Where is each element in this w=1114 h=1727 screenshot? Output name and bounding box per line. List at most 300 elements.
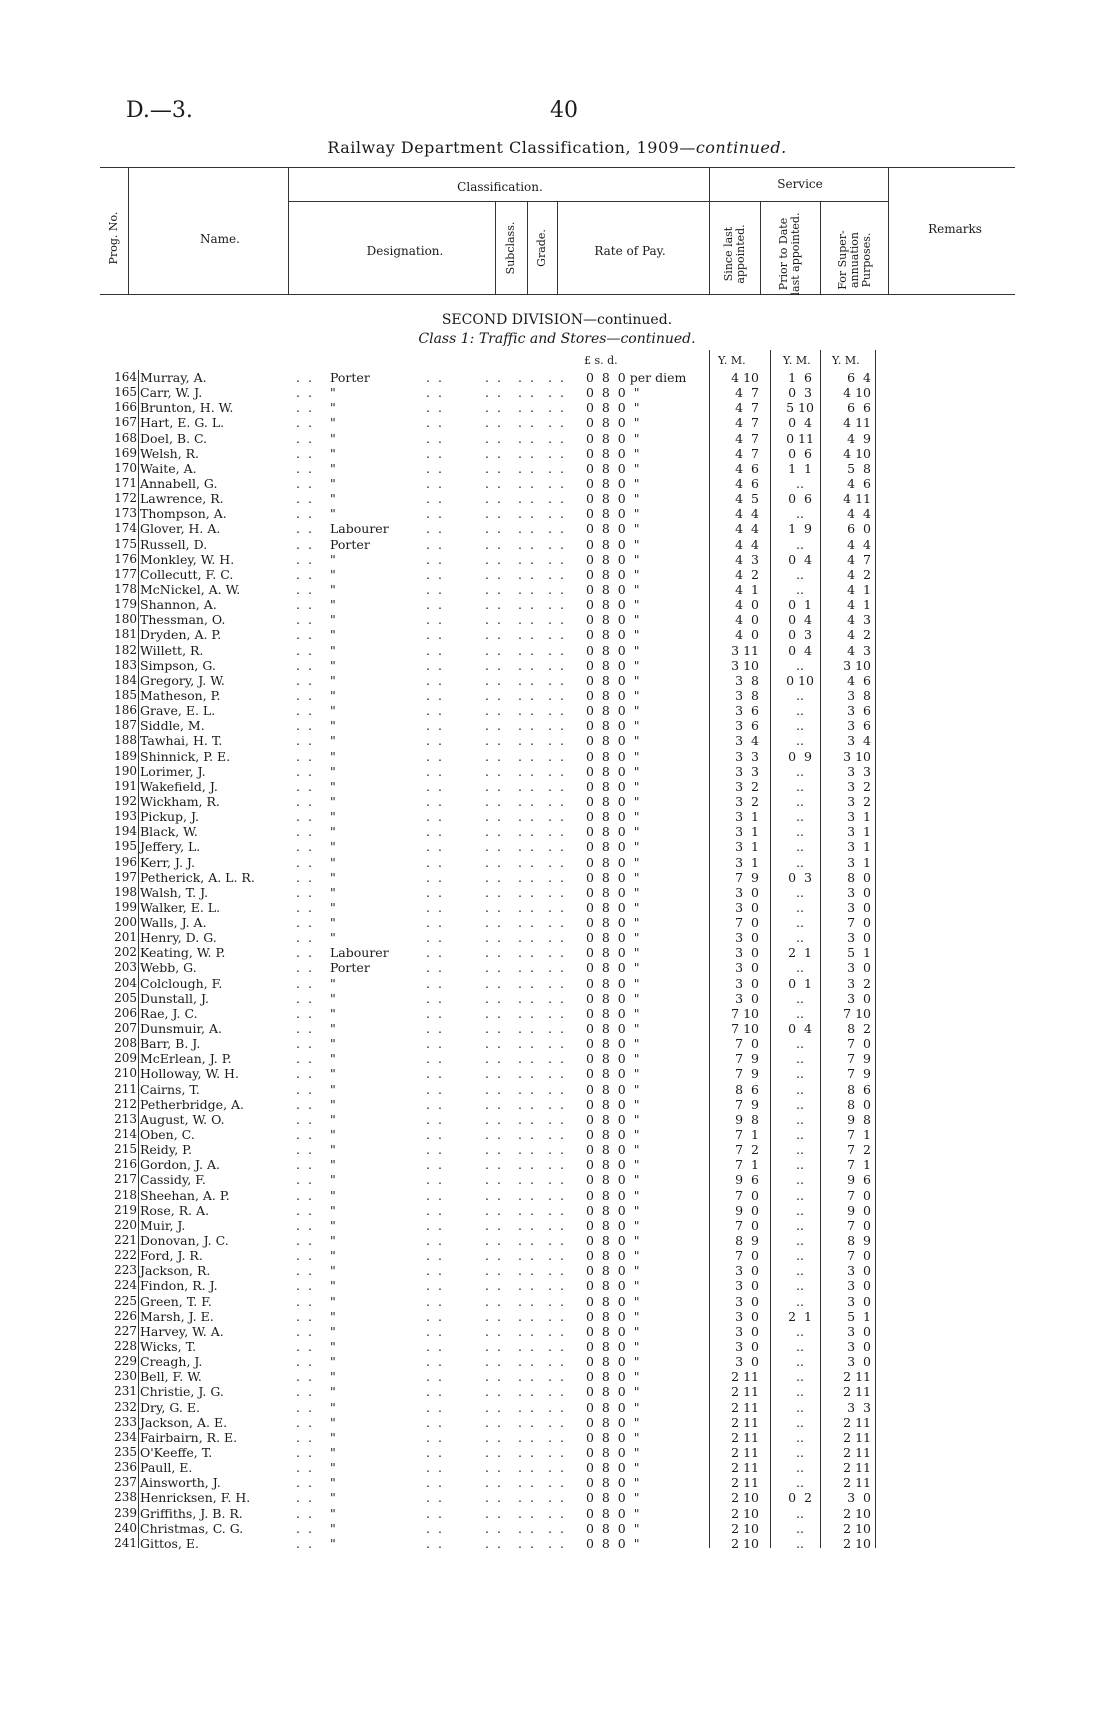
prior-to-date-cell: .. [796,1278,804,1294]
table-row [0,1278,1114,1293]
name-cell: Carr, W. J. [140,385,203,401]
prog-no-cell: 206 [114,1005,137,1020]
prior-to-date-cell: .. [796,687,804,703]
leader-dots: . . [485,945,503,961]
leader-dots: . . [485,839,503,855]
rate-of-pay-cell: 0 8 0 " [586,1429,640,1445]
designation-cell: " [330,1475,336,1491]
superannuation-cell: 3 3 [847,763,871,779]
leader-dots: . . [296,430,314,446]
leader-dots: . . [296,642,314,658]
leader-dots: . . [518,491,536,507]
leader-dots: . . [485,521,503,537]
name-cell: Waite, A. [140,460,197,476]
name-cell: Simpson, G. [140,657,216,673]
since-last-cell: 7 0 [735,1036,759,1052]
prior-to-date-cell: .. [796,1520,804,1536]
leader-dots: . . [296,672,314,688]
leader-dots: . . [518,566,536,582]
table-row [0,749,1114,764]
leader-dots: . . [518,1505,536,1521]
leader-dots: . . [296,1081,314,1097]
name-cell: Collecutt, F. C. [140,566,234,582]
superannuation-cell: 4 1 [847,597,871,613]
leader-dots: . . [518,1051,536,1067]
leader-dots: . . [485,1263,503,1279]
prog-no-cell: 205 [114,990,137,1005]
table-row [0,491,1114,506]
table-row [0,1097,1114,1112]
leader-dots: . . [485,1293,503,1309]
leader-dots: . . [296,1323,314,1339]
leader-dots: . . [548,460,566,476]
leader-dots: . . [296,809,314,825]
leader-dots: . . [518,778,536,794]
rate-of-pay-cell: 0 8 0 " [586,597,640,613]
prior-to-date-cell: .. [796,1414,804,1430]
table-row [0,567,1114,582]
prog-no-cell: 238 [114,1490,137,1505]
leader-dots: . . [518,475,536,491]
leader-dots: . . [426,1323,444,1339]
leader-dots: . . [296,1096,314,1112]
prog-no-cell: 234 [114,1429,137,1444]
leader-dots: . . [296,884,314,900]
leader-dots: . . [518,415,536,431]
prior-to-date-cell: .. [796,1157,804,1173]
since-last-cell: 7 0 [735,915,759,931]
table-row [0,643,1114,658]
rate-of-pay-cell: 0 8 0 " [586,1308,640,1324]
rate-of-pay-cell: 0 8 0 " [586,1202,640,1218]
prior-to-date-cell: 0 4 [788,1021,812,1037]
rate-of-pay-cell: 0 8 0 " [586,763,640,779]
designation-cell: " [330,506,336,522]
table-row [0,1536,1114,1551]
leader-dots: . . [426,1293,444,1309]
rate-of-pay-cell: 0 8 0 " [586,1172,640,1188]
header-grade: Grade. [535,229,548,267]
leader-dots: . . [296,915,314,931]
leader-dots: . . [548,793,566,809]
leader-dots: . . [296,475,314,491]
leader-dots: . . [485,1429,503,1445]
leader-dots: . . [296,839,314,855]
leader-dots: . . [518,869,536,885]
leader-dots: . . [548,1142,566,1158]
leader-dots: . . [296,521,314,537]
leader-dots: . . [518,460,536,476]
leader-dots: . . [548,703,566,719]
prior-to-date-cell: 0 6 [788,445,812,461]
name-cell: Shinnick, P. E. [140,748,231,764]
superannuation-cell: 2 11 [843,1429,871,1445]
leader-dots: . . [518,445,536,461]
prior-to-date-cell: 0 3 [788,385,812,401]
prior-to-date-cell: .. [796,1111,804,1127]
prog-no-cell: 233 [114,1414,137,1429]
name-cell: Gregory, J. W. [140,672,225,688]
table-row [0,627,1114,642]
rate-of-pay-cell: 0 8 0 " [586,1444,640,1460]
leader-dots: . . [296,960,314,976]
leader-dots: . . [485,475,503,491]
leader-dots: . . [296,370,314,385]
table-row [0,1157,1114,1172]
name-cell: Welsh, R. [140,445,200,461]
rate-of-pay-cell: 0 8 0 " [586,793,640,809]
since-last-cell: 4 3 [735,551,759,567]
prog-no-cell: 231 [114,1384,137,1399]
leader-dots: . . [548,1172,566,1188]
name-cell: Creagh, J. [140,1354,203,1370]
superannuation-cell: 7 0 [847,1036,871,1052]
designation-cell: " [330,763,336,779]
prog-no-cell: 230 [114,1369,137,1384]
name-cell: Green, T. F. [140,1293,212,1309]
rate-of-pay-cell: 0 8 0 " [586,703,640,719]
prior-to-date-cell: .. [796,657,804,673]
superannuation-cell: 4 10 [843,445,871,461]
name-cell: Christie, J. G. [140,1384,224,1400]
leader-dots: . . [426,809,444,825]
name-cell: Harvey, W. A. [140,1323,224,1339]
name-cell: Wicks, T. [140,1339,197,1354]
leader-dots: . . [518,1096,536,1112]
prog-no-cell: 191 [114,778,137,793]
table-row [0,1309,1114,1324]
table-row [0,764,1114,779]
since-last-cell: 4 0 [735,597,759,613]
name-cell: Petherbridge, A. [140,1096,245,1112]
table-row [0,521,1114,536]
prior-to-date-cell: .. [796,1263,804,1279]
leader-dots: . . [518,1263,536,1279]
table-row [0,1339,1114,1354]
designation-cell: " [330,1142,336,1158]
leader-dots: . . [426,1490,444,1506]
leader-dots: . . [296,1293,314,1309]
since-last-cell: 4 5 [735,491,759,507]
superannuation-cell: 4 4 [847,506,871,522]
name-cell: Marsh, J. E. [140,1308,214,1324]
superannuation-cell: 3 6 [847,718,871,734]
since-last-cell: 7 2 [735,1142,759,1158]
leader-dots: . . [296,1111,314,1127]
table-row [0,809,1114,824]
leader-dots: . . [426,1096,444,1112]
superannuation-cell: 7 10 [843,1005,871,1021]
prior-to-date-cell: .. [796,1475,804,1491]
leader-dots: . . [426,1399,444,1415]
leader-dots: . . [518,1142,536,1158]
prior-to-date-cell: .. [796,1005,804,1021]
leader-dots: . . [518,718,536,734]
leader-dots: . . [296,551,314,567]
name-cell: Donovan, J. C. [140,1233,229,1249]
leader-dots: . . [548,672,566,688]
rate-of-pay-cell: 0 8 0 " [586,718,640,734]
leader-dots: . . [426,1520,444,1536]
header-prior-to-date: Prior to Date last appointed. [777,212,802,296]
designation-cell: Porter [330,536,370,552]
superannuation-cell: 3 1 [847,809,871,825]
designation-cell: " [330,1217,336,1233]
leader-dots: . . [548,1263,566,1279]
superannuation-cell: 3 0 [847,1339,871,1354]
leader-dots: . . [485,657,503,673]
name-cell: August, W. O. [140,1111,225,1127]
superannuation-cell: 5 1 [847,945,871,961]
leader-dots: . . [296,657,314,673]
leader-dots: . . [426,536,444,552]
header-divider [288,167,289,294]
designation-cell: " [330,581,336,597]
leader-dots: . . [296,627,314,643]
prog-no-cell: 188 [114,733,137,748]
leader-dots: . . [548,1339,566,1354]
designation-cell: " [330,1096,336,1112]
leader-dots: . . [518,748,536,764]
since-last-cell: 3 8 [735,687,759,703]
since-last-cell: 7 10 [731,1005,759,1021]
prior-to-date-cell: 0 4 [788,551,812,567]
leader-dots: . . [426,642,444,658]
rate-of-pay-cell: 0 8 0 " [586,1384,640,1400]
name-cell: Grave, E. L. [140,703,216,719]
leader-dots: . . [485,597,503,613]
name-cell: Henricksen, F. H. [140,1490,251,1506]
leader-dots: . . [296,1490,314,1506]
leader-dots: . . [518,1520,536,1536]
since-last-cell: 7 9 [735,1066,759,1082]
superannuation-cell: 6 4 [847,370,871,385]
prior-to-date-cell: 1 1 [788,460,812,476]
leader-dots: . . [518,642,536,658]
name-cell: Walsh, T. J. [140,884,209,900]
designation-cell: " [330,1187,336,1203]
header-divider [495,201,496,294]
designation-cell: " [330,733,336,749]
leader-dots: . . [518,506,536,522]
leader-dots: . . [518,960,536,976]
table-row [0,839,1114,854]
designation-cell: " [330,551,336,567]
leader-dots: . . [296,1369,314,1385]
leader-dots: . . [296,536,314,552]
since-last-cell: 3 0 [735,930,759,946]
superannuation-cell: 3 0 [847,930,871,946]
leader-dots: . . [548,1111,566,1127]
leader-dots: . . [548,400,566,416]
designation-cell: " [330,1399,336,1415]
table-row [0,733,1114,748]
leader-dots: . . [485,1187,503,1203]
designation-cell: " [330,566,336,582]
leader-dots: . . [485,415,503,431]
designation-cell: " [330,597,336,613]
designation-cell: " [330,445,336,461]
header-prog-no: Prog. No. [107,211,120,265]
since-last-cell: 7 9 [735,1051,759,1067]
rate-of-pay-cell: 0 8 0 " [586,1535,640,1551]
since-last-cell: 3 3 [735,748,759,764]
table-row [0,476,1114,491]
leader-dots: . . [518,1354,536,1370]
since-last-cell: 3 6 [735,718,759,734]
prog-no-cell: 220 [114,1217,137,1232]
leader-dots: . . [426,763,444,779]
leader-dots: . . [426,1127,444,1143]
table-row [0,597,1114,612]
superannuation-cell: 6 6 [847,400,871,416]
leader-dots: . . [548,1127,566,1143]
superannuation-cell: 7 0 [847,1187,871,1203]
prior-to-date-cell: .. [796,763,804,779]
leader-dots: . . [485,1051,503,1067]
leader-dots: . . [518,809,536,825]
table-row [0,370,1114,385]
leader-dots: . . [426,960,444,976]
leader-dots: . . [518,1036,536,1052]
name-cell: Hart, E. G. L. [140,415,225,431]
leader-dots: . . [548,612,566,628]
leader-dots: . . [518,551,536,567]
designation-cell: " [330,657,336,673]
leader-dots: . . [548,809,566,825]
leader-dots: . . [485,899,503,915]
leader-dots: . . [485,1096,503,1112]
since-last-cell: 2 11 [731,1429,759,1445]
designation-cell: " [330,854,336,870]
leader-dots: . . [296,1036,314,1052]
since-last-cell: 4 7 [735,430,759,446]
since-last-cell: 3 0 [735,899,759,915]
leader-dots: . . [485,612,503,628]
leader-dots: . . [485,1475,503,1491]
leader-dots: . . [485,884,503,900]
leader-dots: . . [296,491,314,507]
leader-dots: . . [485,718,503,734]
leader-dots: . . [518,1535,536,1551]
leader-dots: . . [485,370,503,385]
designation-cell: " [330,915,336,931]
designation-cell: " [330,1520,336,1536]
prog-no-cell: 186 [114,703,137,718]
superannuation-cell: 3 1 [847,854,871,870]
prior-to-date-cell: .. [796,1202,804,1218]
superannuation-cell: 2 10 [843,1505,871,1521]
rate-of-pay-cell: 0 8 0 " [586,1323,640,1339]
designation-cell: " [330,1157,336,1173]
prior-to-date-cell: .. [796,1535,804,1551]
since-last-cell: 2 11 [731,1399,759,1415]
leader-dots: . . [548,718,566,734]
leader-dots: . . [485,824,503,840]
prog-no-cell: 217 [114,1172,137,1187]
leader-dots: . . [485,1369,503,1385]
superannuation-cell: 4 9 [847,430,871,446]
header-subclass: Subclass. [504,221,517,275]
leader-dots: . . [296,581,314,597]
since-last-cell: 2 11 [731,1369,759,1385]
prior-to-date-cell: .. [796,733,804,749]
rate-of-pay-cell: 0 8 0 per diem [586,370,687,385]
superannuation-cell: 8 6 [847,1081,871,1097]
since-last-cell: 3 2 [735,778,759,794]
superannuation-cell: 4 6 [847,475,871,491]
designation-cell: " [330,930,336,946]
rate-of-pay-cell: 0 8 0 " [586,672,640,688]
header-top-rule [100,167,1015,168]
leader-dots: . . [426,1005,444,1021]
since-last-cell: 4 6 [735,460,759,476]
leader-dots: . . [548,748,566,764]
prior-to-date-cell: .. [796,1036,804,1052]
prog-no-cell: 213 [114,1111,137,1126]
prog-no-cell: 177 [114,566,137,581]
designation-cell: " [330,824,336,840]
leader-dots: . . [548,1384,566,1400]
prog-no-cell: 164 [114,370,137,384]
leader-dots: . . [485,566,503,582]
leader-dots: . . [548,536,566,552]
superannuation-cell: 7 1 [847,1157,871,1173]
leader-dots: . . [426,1021,444,1037]
rate-of-pay-cell: 0 8 0 " [586,1233,640,1249]
designation-cell: " [330,839,336,855]
leader-dots: . . [548,687,566,703]
since-last-cell: 4 2 [735,566,759,582]
leader-dots: . . [548,1248,566,1264]
rate-of-pay-cell: 0 8 0 " [586,884,640,900]
prog-no-cell: 239 [114,1505,137,1520]
superannuation-cell: 8 0 [847,869,871,885]
superannuation-cell: 3 2 [847,778,871,794]
rate-of-pay-cell: 0 8 0 " [586,460,640,476]
prior-to-date-cell: .. [796,1081,804,1097]
leader-dots: . . [518,975,536,991]
since-last-cell: 4 7 [735,400,759,416]
prior-to-date-cell: .. [796,884,804,900]
leader-dots: . . [426,733,444,749]
prior-to-date-cell: .. [796,824,804,840]
leader-dots: . . [426,672,444,688]
since-last-cell: 9 0 [735,1202,759,1218]
prog-no-cell: 225 [114,1293,137,1308]
superannuation-cell: 2 11 [843,1444,871,1460]
table-row [0,1369,1114,1384]
since-last-cell: 3 0 [735,884,759,900]
leader-dots: . . [485,1036,503,1052]
prog-no-cell: 189 [114,748,137,763]
prior-to-date-cell: .. [796,1323,804,1339]
superannuation-cell: 4 4 [847,536,871,552]
leader-dots: . . [518,703,536,719]
designation-cell: " [330,460,336,476]
designation-cell: " [330,793,336,809]
designation-cell: " [330,1293,336,1309]
designation-cell: " [330,1248,336,1264]
superannuation-cell: 4 11 [843,415,871,431]
rate-of-pay-cell: 0 8 0 " [586,809,640,825]
superannuation-cell: 9 6 [847,1172,871,1188]
prog-no-cell: 185 [114,687,137,702]
leader-dots: . . [296,1248,314,1264]
designation-cell: " [330,1460,336,1476]
leader-dots: . . [426,1081,444,1097]
table-row [0,537,1114,552]
